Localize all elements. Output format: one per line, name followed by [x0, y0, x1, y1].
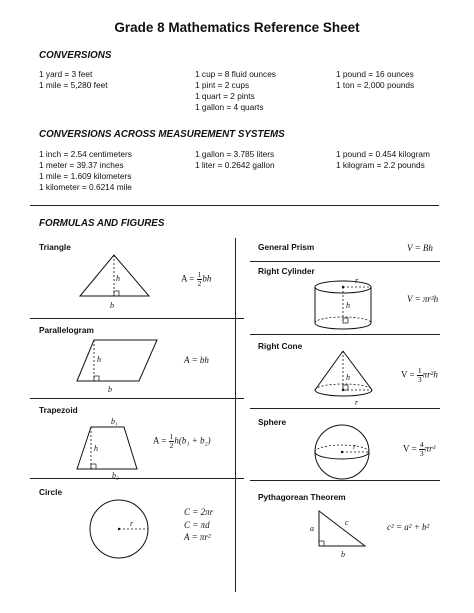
circle-figure: [84, 494, 154, 564]
circle-formulas: C = 2πr C = πd A = πr²: [184, 507, 214, 542]
parallelogram-figure: [70, 335, 170, 395]
cylinder-formula: V = πr²h: [407, 294, 439, 304]
conversion-line: 1 cup = 8 fluid ounces: [195, 69, 276, 79]
triangle-h-label: h: [116, 274, 120, 283]
pythagorean-formula: c² = a² + b²: [387, 522, 430, 532]
parallelogram-label: Parallelogram: [39, 325, 94, 335]
left-rule: [30, 398, 244, 399]
pythagorean-c-label: c: [345, 518, 349, 527]
across-col2: [195, 149, 275, 171]
triangle-b-label: b: [110, 301, 114, 310]
conversion-line: 1 pound = 0.454 kilogram: [336, 149, 430, 159]
sphere-figure: [310, 422, 380, 482]
across-systems-heading: CONVERSIONS ACROSS MEASUREMENT SYSTEMS: [39, 129, 285, 140]
triangle-label: Triangle: [39, 242, 71, 252]
trapezoid-formula: A = $\frac{1}{2}$ h(b₁ + b₂): [153, 432, 211, 450]
across-col1: [39, 149, 132, 193]
cone-formula: V = $\frac{1}{3}$ πr²h: [401, 366, 438, 384]
conversion-line: 1 inch = 2.54 centimeters: [39, 149, 132, 159]
conversion-line: 1 mile = 5,280 feet: [39, 80, 108, 90]
pythagorean-label: Pythagorean Theorem: [258, 492, 346, 502]
prism-formula: V = Bh: [407, 243, 433, 253]
prism-label: General Prism: [258, 242, 315, 252]
cylinder-label: Right Cylinder: [258, 266, 315, 276]
right-rule: [250, 261, 440, 262]
cone-figure: [310, 348, 380, 410]
conversion-line: 1 pint = 2 cups: [195, 80, 250, 90]
conversion-line: 1 kilogram = 2.2 pounds: [336, 160, 425, 170]
trapezoid-h-label: h: [94, 444, 98, 453]
column-divider: [235, 238, 236, 592]
conversion-line: 1 pound = 16 ounces: [336, 69, 414, 79]
trapezoid-b1-label: b₁: [111, 417, 118, 426]
trapezoid-label: Trapezoid: [39, 405, 78, 415]
conversions-col1: [39, 69, 108, 91]
cone-h-label: h: [346, 373, 350, 382]
left-rule: [30, 318, 244, 319]
conversions-heading: CONVERSIONS: [39, 50, 112, 61]
sphere-r-label: r: [353, 442, 357, 451]
cylinder-h-label: h: [346, 301, 350, 310]
across-col3: [336, 149, 430, 171]
cone-label: Right Cone: [258, 341, 303, 351]
triangle-formula: A = $\frac{1}{2}$ bh: [181, 270, 212, 288]
conversions-col2: [195, 69, 276, 113]
pythagorean-figure: [305, 505, 375, 560]
sphere-formula: V = $\frac{4}{3}$ πr³: [403, 440, 436, 458]
conversion-line: 1 gallon = 3.785 liters: [195, 149, 275, 159]
page-title: Grade 8 Mathematics Reference Sheet: [114, 20, 360, 35]
cylinder-figure: [310, 275, 380, 335]
trapezoid-b2-label: b₂: [112, 471, 119, 480]
cone-r-label: r: [355, 398, 359, 407]
circle-r-label: r: [130, 519, 134, 528]
conversion-line: 1 mile = 1.609 kilometers: [39, 171, 132, 181]
conversion-line: 1 liter = 0.2642 gallon: [195, 160, 275, 170]
conversion-line: 1 quart = 2 pints: [195, 91, 255, 101]
parallelogram-b-label: b: [108, 385, 112, 394]
conversion-line: 1 kilometer = 0.6214 mile: [39, 182, 132, 192]
conversion-line: 1 meter = 39.37 inches: [39, 160, 124, 170]
pythagorean-a-label: a: [310, 524, 314, 533]
conversion-line: 1 gallon = 4 quarts: [195, 102, 264, 112]
cylinder-r-label: r: [355, 276, 359, 285]
parallelogram-formula: A = bh: [184, 355, 209, 365]
triangle-figure: [70, 250, 150, 315]
pythagorean-b-label: b: [341, 550, 345, 559]
section-divider: [30, 205, 439, 206]
formulas-heading: FORMULAS AND FIGURES: [39, 218, 165, 229]
conversion-line: 1 ton = 2,000 pounds: [336, 80, 415, 90]
circle-label: Circle: [39, 487, 63, 497]
conversion-line: 1 yard = 3 feet: [39, 69, 93, 79]
parallelogram-h-label: h: [97, 355, 101, 364]
trapezoid-figure: [70, 413, 150, 479]
sphere-label: Sphere: [258, 417, 287, 427]
conversions-col3: [336, 69, 414, 91]
